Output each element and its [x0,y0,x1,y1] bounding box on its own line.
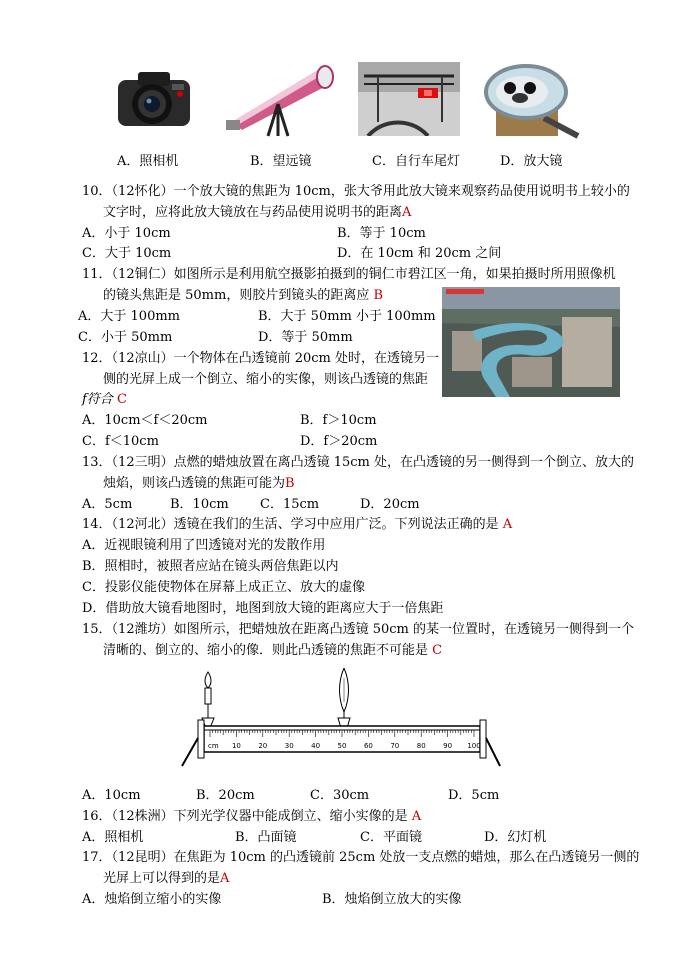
ruler-label: 50 [337,742,347,750]
aerial-photo [442,287,620,397]
q13-stem-line1: 13．（12三明）点燃的蜡烛放置在离凸透镜 15cm 处，在凸透镜的另一侧得到一个倒立、放大的 [82,455,634,470]
magnifier-picture [478,60,582,140]
ruler-label: 100 [467,742,481,750]
ruler-unit: cm [208,742,219,750]
ruler-label: 30 [284,742,294,750]
ruler-label: 40 [311,742,321,750]
q15-stem-line2: 清晰的、倒立的、缩小的像．则此凸透镜的焦距不可能是 C [103,643,443,658]
ruler-label: 10 [231,742,241,750]
q13-answer: B [285,476,295,491]
top-option-a: A．照相机 [117,154,179,169]
q14-option-b: B．照相时，被照者应站在镜头两倍焦距以内 [82,559,339,574]
q11-option-d: D．等于 50mm [258,330,353,345]
q16-answer: A [411,809,422,824]
q15-option-b: B．20cm [196,788,255,803]
q16-option-d: D．幻灯机 [484,830,547,845]
ruler-label: 70 [390,742,400,750]
q13-option-b: B．10cm [170,497,229,512]
q12-option-c: C．f＜10cm [82,434,159,449]
q10-option-c: C．大于 10cm [82,246,172,261]
bicycle-taillight-picture [358,62,460,136]
q15-option-c: C．30cm [310,788,370,803]
q17-answer: A [220,871,230,886]
q15-stem-line1: 15．（12潍坊）如图所示，把蜡烛放在距离凸透镜 50cm 的某一位置时，在透镜另一侧得到一个 [82,622,634,637]
top-option-b: B．望远镜 [250,154,312,169]
q13-option-d: D．20cm [360,497,420,512]
q12-option-b: B．f＞10cm [300,413,377,428]
q11-stem-line2: 的镜头焦距是 50mm，则胶片到镜头的距离应 B [103,288,384,303]
telescope-picture [222,60,346,138]
q15-option-d: D．5cm [448,788,500,803]
ruler-label: 60 [363,742,373,750]
q16-option-a: A．照相机 [82,830,144,845]
q12-stem-line2: 侧的光屏上成一个倒立、缩小的实像，则该凸透镜的焦距 [103,372,429,387]
lens [338,668,350,728]
q11-answer: B [373,288,384,303]
q12-answer: C [116,392,127,407]
q16-stem-line1: 16．（12株洲）下列光学仪器中能成倒立、缩小实像的是 A [82,809,422,824]
ruler-label: 20 [258,742,268,750]
q11-option-c: C．小于 50mm [78,330,173,345]
ruler-label: 80 [416,742,426,750]
q14-option-d: D．借助放大镜看地图时，地图到放大镜的距离应大于一倍焦距 [82,601,444,616]
q16-option-b: B．凸面镜 [235,830,297,845]
q11-option-a: A．大于 100mm [78,309,180,324]
camera-picture [112,60,198,138]
q14-option-a: A．近视眼镜利用了凹透镜对光的发散作用 [82,538,326,553]
q10-stem-line1: 10．（12怀化）一个放大镜的焦距为 10cm，张大爷用此放大镜来观察药品使用说明书上较小的 [82,184,630,199]
q13-stem-line2: 烛焰，则该凸透镜的焦距可能为B [103,476,295,491]
optical-bench-diagram [178,668,504,770]
q15-option-a: A．10cm [82,788,141,803]
q16-option-c: C．平面镜 [360,830,422,845]
q10-option-b: B．等于 10cm [337,226,426,241]
q17-option-a: A．烛焰倒立缩小的实像 [82,892,222,907]
q12-stem-line3: f符合 C [82,392,127,407]
ruler-label: 90 [443,742,453,750]
q17-stem-line1: 17．（12昆明）在焦距为 10cm 的凸透镜前 25cm 处放一支点燃的蜡烛，那么在凸透镜另一侧的 [82,850,640,865]
q15-answer: C [432,643,443,658]
q10-option-d: D．在 10cm 和 20cm 之间 [337,246,502,261]
q12-option-d: D．f＞20cm [300,434,378,449]
q14-option-c: C．投影仪能使物体在屏幕上成正立、放大的虚像 [82,580,365,595]
q13-option-a: A．5cm [82,497,133,512]
q14-answer: A [502,517,513,532]
q17-option-b: B．烛焰倒立放大的实像 [322,892,462,907]
q17-stem-line2: 光屏上可以得到的是A [103,871,230,886]
q10-answer: A [402,205,412,220]
q14-stem-line1: 14．（12河北）透镜在我们的生活、学习中应用广泛。下列说法正确的是 A [82,517,513,532]
q12-option-a: A．10cm＜f＜20cm [82,413,208,428]
q11-option-b: B．大于 50mm 小于 100mm [258,309,436,324]
q10-option-a: A．小于 10cm [82,226,171,241]
q12-stem-line1: 12．（12凉山）一个物体在凸透镜前 20cm 处时，在透镜另一 [82,351,439,366]
q13-option-c: C．15cm [260,497,320,512]
q10-stem-line2: 文字时，应将此放大镜放在与药品使用说明书的距离A [103,205,412,220]
top-option-c: C．自行车尾灯 [372,154,460,169]
top-option-d: D．放大镜 [500,154,563,169]
q11-stem-line1: 11．（12铜仁）如图所示是利用航空摄影拍摄到的铜仁市碧江区一角，如果拍摄时所用照像机 [82,267,616,282]
